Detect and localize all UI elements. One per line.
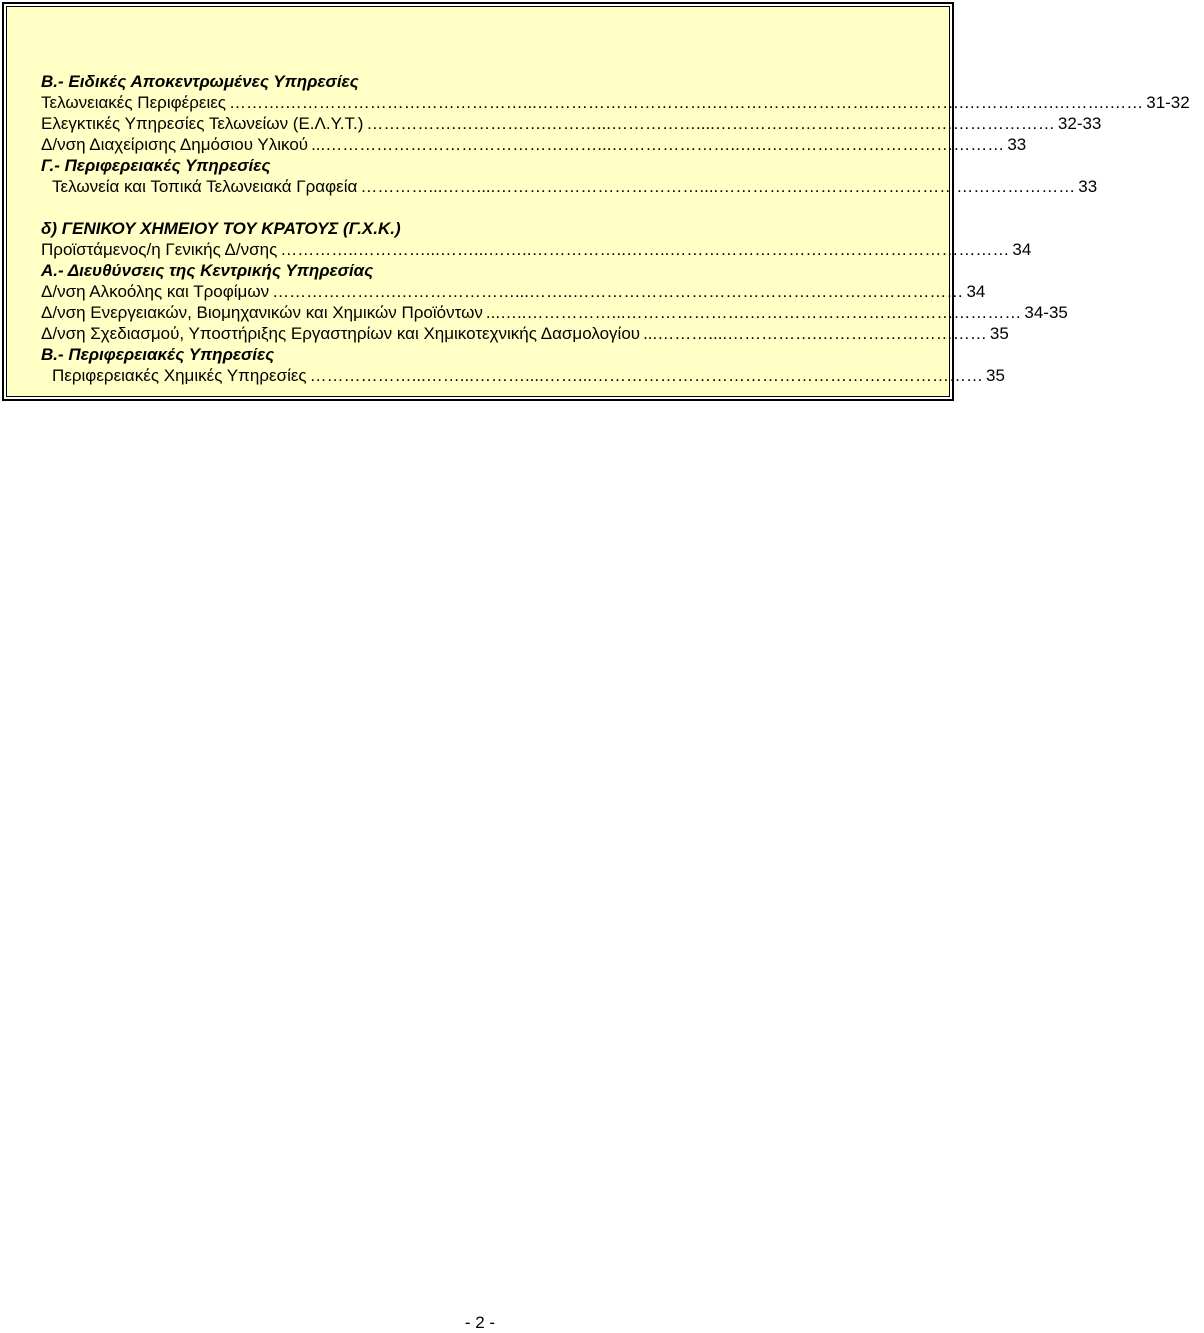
toc-page-number: 34: [1012, 240, 1032, 259]
toc-entry-label: Δ/νση Αλκοόλης και Τροφίμων: [41, 282, 270, 301]
toc-page-number: 32-33: [1057, 114, 1102, 133]
toc-heading-text: Γ.- Περιφερειακές Υπηρεσίες: [41, 156, 271, 175]
toc-entry[interactable]: [7, 281, 986, 303]
toc-entry-label: Δ/νση Σχεδιασμού, Υποστήριξης Εργαστηρίων και Χημικοτεχνικής Δασμολογίου: [41, 324, 641, 343]
toc-entry-label: Τελωνεία και Τοπικά Τελωνειακά Γραφεία: [52, 177, 358, 196]
toc-page-number: 33: [1007, 135, 1027, 154]
toc-leader-dots: ...………....…………….…………………………: [643, 324, 987, 343]
toc-heading: [7, 155, 949, 177]
toc-entry[interactable]: [7, 176, 1098, 198]
toc-entry-label: Προϊστάμενος/η Γενικής Δ/νσης: [41, 240, 278, 259]
toc-leader-dots: …………….…………….………...……………....……………………………………………………: [366, 114, 1055, 133]
table-of-contents: [6, 6, 1190, 397]
toc-heading-text: Β.- Περιφερειακές Υπηρεσίες: [41, 345, 275, 364]
toc-leader-dots: ...…..……………...………………….…………………………………………: [485, 303, 1022, 322]
toc-heading-text: δ) ΓΕΝΙΚΟΥ ΧΗΜΕΙΟΥ ΤΟΥ ΚΡΑΤΟΥΣ (Γ.Χ.Κ.): [41, 219, 401, 238]
toc-entry-label: Ελεγκτικές Υπηρεσίες Τελωνείων (Ε.Λ.Υ.Τ.): [41, 114, 364, 133]
toc-heading-text: Α.- Διευθύνσεις της Κεντρικής Υπηρεσίας: [41, 261, 374, 280]
toc-heading: [7, 344, 949, 366]
toc-page-number: 35: [989, 324, 1009, 343]
toc-heading: [7, 218, 949, 240]
toc-entry-label: Τελωνειακές Περιφέρειες: [41, 93, 226, 112]
toc-entry-label: Περιφερειακές Χημικές Υπηρεσίες: [52, 366, 307, 385]
toc-leader-dots: ………………….…………………...……..……………………………………………………………: [272, 282, 964, 301]
toc-entry[interactable]: [7, 92, 1190, 114]
toc-leader-dots: ...…………………………………………...…………………..…..……………………………………: [311, 135, 1005, 154]
toc-entry[interactable]: [7, 323, 1009, 345]
toc-entry[interactable]: [7, 302, 1068, 324]
toc-leader-dots: ……….……………………………………...………………………….…………….………….…………….…………….……….……: [229, 93, 1144, 112]
toc-leader-dots: …………..…………...……...……..……………..……..……………………………………………………: [280, 240, 1010, 259]
toc-page-number: 35: [986, 366, 1005, 385]
toc-entry-label: Δ/νση Ενεργειακών, Βιομηχανικών και Χημικών Προϊόντων: [41, 303, 483, 322]
toc-entry[interactable]: [7, 239, 1032, 261]
toc-heading: [7, 71, 949, 93]
toc-page-number: 34-35: [1024, 303, 1068, 322]
toc-entry-label: Δ/νση Διαχείρισης Δημόσιου Υλικού: [41, 135, 309, 154]
toc-page-number: 34: [966, 282, 986, 301]
toc-leader-dots: …………...……....………………………………....………………………………………………………: [360, 177, 1076, 196]
toc-leader-dots: ………………...……...………....……...……………………………………………………………: [309, 366, 984, 385]
toc-frame: [2, 2, 1190, 401]
toc-entry[interactable]: [7, 134, 1027, 156]
toc-entry[interactable]: [7, 113, 1102, 135]
toc-heading: [7, 260, 949, 282]
toc-page-number: 33: [1078, 177, 1098, 196]
toc-entry[interactable]: [7, 365, 1005, 387]
page-number-footer: - 2 -: [464, 1313, 496, 1332]
toc-page-number: 31-32: [1146, 93, 1190, 112]
toc-heading-text: Β.- Ειδικές Αποκεντρωμένες Υπηρεσίες: [41, 72, 359, 91]
